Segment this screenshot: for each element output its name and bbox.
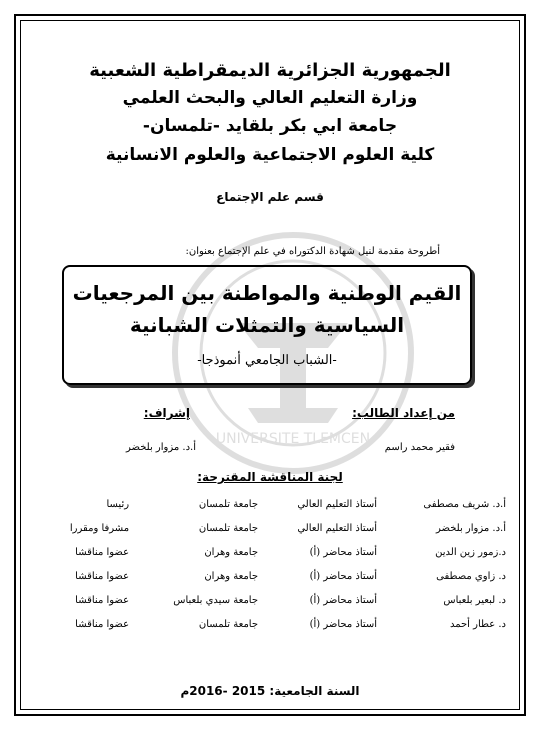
republic-name: الجمهورية الجزائرية الديمقراطية الشعبية <box>89 60 451 81</box>
table-row <box>30 612 510 636</box>
member-name: د. عطار أحمد <box>449 618 506 630</box>
committee-table <box>30 492 510 636</box>
prepared-by-label: من إعداد الطالب: <box>352 406 455 420</box>
department-name: قسم علم الإجتماع <box>216 190 324 204</box>
member-role: عضوا مناقشا <box>75 570 130 582</box>
member-name: د.زمور زين الدين <box>435 546 506 558</box>
academic-year: السنة الجامعية: 2015 -2016م <box>180 684 360 698</box>
member-rank: أستاذ محاضر (أ) <box>309 618 378 630</box>
member-role: رئيسا <box>106 498 130 510</box>
member-name: د. لبعير بلعباس <box>443 594 506 606</box>
faculty-name: كلية العلوم الاجتماعية والعلوم الانسانية <box>105 145 435 165</box>
watermark-text: UNIVERSITE TLEMCEN <box>215 431 371 447</box>
university-name: جامعة ابي بكر بلقايد -تلمسان- <box>142 116 398 136</box>
thesis-subtitle: -الشباب الجامعي أنموذجا- <box>197 353 337 368</box>
member-university: جامعة وهران <box>204 546 259 558</box>
supervisor-name: أ.د. مزوار بلخضر <box>126 442 196 453</box>
member-name: أ.د. شريف مصطفى <box>423 498 506 510</box>
member-name: أ.د. مزوار بلخضر <box>436 522 506 534</box>
member-role: عضوا مناقشا <box>75 594 130 606</box>
member-role: مشرفا ومقررا <box>69 522 130 534</box>
thesis-title-line1: القيم الوطنية والمواطنة بين المرجعيات <box>72 281 462 305</box>
thesis-title-line2: السياسية والتمثلات الشبانية <box>129 313 405 337</box>
member-rank: أستاذ محاضر (أ) <box>309 546 378 558</box>
thesis-intro: أطروحة مقدمة لنيل شهادة الدكتوراه في علم الإجتماع بعنوان: <box>185 246 440 257</box>
member-university: جامعة سيدي بلعباس <box>173 594 259 606</box>
table-row <box>30 540 510 564</box>
member-rank: أستاذ التعليم العالي <box>297 498 378 510</box>
member-role: عضوا مناقشا <box>75 546 130 558</box>
student-name: فقير محمد راسم <box>384 442 455 453</box>
member-university: جامعة تلمسان <box>198 522 259 534</box>
thesis-title-box <box>62 265 472 385</box>
table-row <box>30 492 510 516</box>
ministry-name: وزارة التعليم العالي والبحث العلمي <box>122 88 418 108</box>
table-row <box>30 588 510 612</box>
table-row <box>30 516 510 540</box>
member-name: د. زاوي مصطفى <box>436 570 506 582</box>
member-university: جامعة وهران <box>204 570 259 582</box>
table-row <box>30 564 510 588</box>
member-rank: أستاذ التعليم العالي <box>297 522 378 534</box>
committee-label: لجنة المناقشة المقترحة: <box>197 470 343 484</box>
member-rank: أستاذ محاضر (أ) <box>309 570 378 582</box>
member-university: جامعة تلمسان <box>198 498 259 510</box>
member-university: جامعة تلمسان <box>198 618 259 630</box>
member-rank: أستاذ محاضر (أ) <box>309 594 378 606</box>
supervision-label: إشراف: <box>143 406 190 420</box>
member-role: عضوا مناقشا <box>75 618 130 630</box>
